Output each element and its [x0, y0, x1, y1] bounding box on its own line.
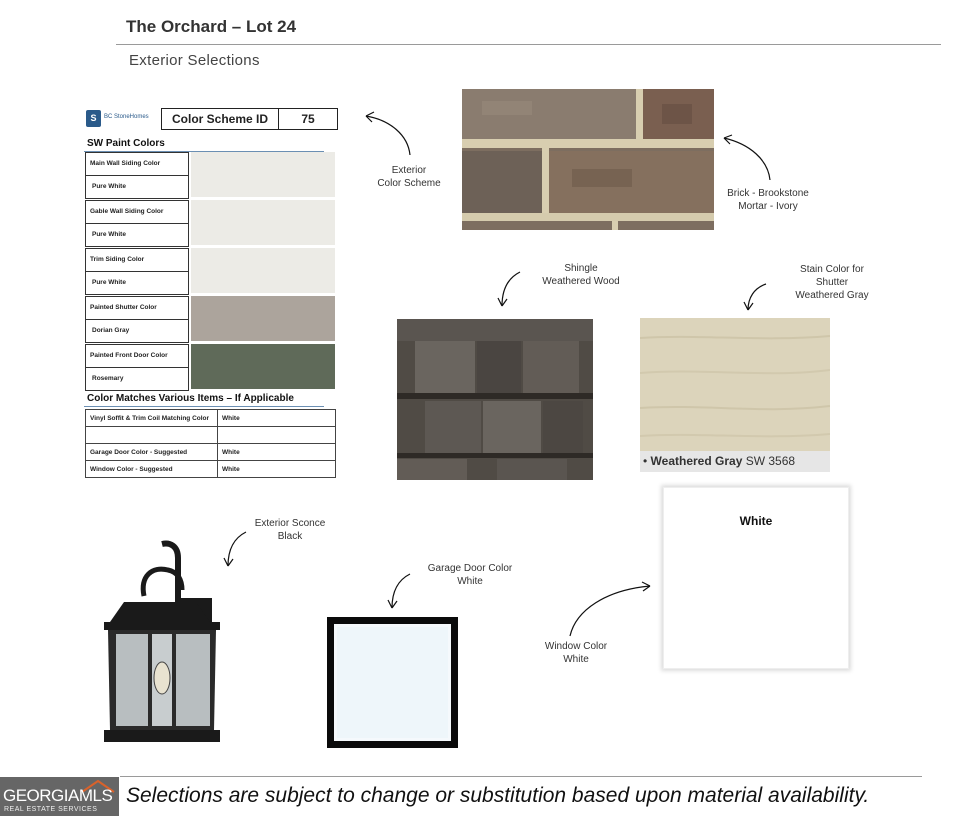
stain-swatch-image: [640, 318, 830, 472]
shingle-texture: [397, 319, 593, 480]
table-cell: White: [218, 461, 336, 478]
paint-row-front-door: [85, 344, 335, 390]
page-subtitle: Exterior Selections: [129, 52, 260, 69]
color-scheme-id-box: [161, 108, 338, 130]
georgia-mls-logo: [0, 777, 119, 816]
window-color-swatch: [663, 487, 849, 669]
table-row: [86, 410, 336, 427]
paint-swatch: [191, 248, 335, 293]
color-match-table: [85, 409, 336, 478]
paint-row-trim: [85, 248, 335, 294]
table-row: [86, 444, 336, 461]
note-line: White: [457, 576, 483, 587]
shingle-note: [528, 262, 634, 288]
note-line: Stain Color for: [800, 264, 864, 275]
stain-note: [782, 263, 882, 302]
bullet-icon: •: [643, 454, 648, 468]
paint-row-value: Pure White: [92, 231, 126, 238]
logo-sub-text: REAL ESTATE SERVICES: [4, 806, 98, 813]
note-line: Weathered Gray: [795, 290, 869, 301]
note-line: Exterior: [391, 165, 427, 176]
table-row: [86, 461, 336, 478]
table-cell: [218, 427, 336, 444]
note-line: Shingle: [564, 263, 598, 274]
paint-swatch: [191, 296, 335, 341]
window-note: [530, 640, 622, 666]
page-title: The Orchard – Lot 24: [126, 17, 297, 36]
stain-swatch-caption: [640, 451, 830, 472]
scheme-header: [84, 106, 338, 130]
brick-image: [462, 89, 714, 230]
garage-arrow-icon: [386, 572, 416, 612]
paint-row-shutter: [85, 296, 335, 342]
table-cell: Garage Door Color - Suggested: [86, 444, 218, 461]
bc-stonehomes-logo-icon: S: [86, 110, 101, 127]
wood-grain-texture: [640, 318, 830, 451]
paint-row-value: Rosemary: [92, 375, 124, 382]
brand-logo: [84, 110, 156, 128]
stain-arrow-icon: [742, 280, 772, 314]
shingle-image: [397, 319, 593, 480]
paint-row-label: Main Wall Siding Color: [86, 153, 188, 176]
note-line: Shutter: [815, 277, 849, 288]
color-scheme-card: [84, 106, 338, 484]
window-swatch-label: White: [739, 514, 773, 528]
paint-row-label: Painted Shutter Color: [86, 297, 188, 320]
paint-swatch: [191, 152, 335, 197]
garage-door-note: [416, 562, 524, 588]
exterior-scheme-arrow-icon: [360, 110, 420, 160]
logo-main-text: GEORGIAMLS: [3, 786, 113, 805]
note-line: Window Color: [544, 641, 608, 652]
note-line: Weathered Wood: [542, 276, 620, 287]
note-line: Brick - Brookstone: [727, 188, 809, 199]
paint-section-title: SW Paint Colors: [87, 138, 165, 149]
paint-row-main-wall: [85, 152, 335, 198]
match-section-title: Color Matches Various Items – If Applicable: [87, 393, 294, 404]
note-line: Exterior Sconce: [254, 518, 326, 529]
match-section-rule: [84, 406, 324, 407]
footer-divider: [120, 776, 922, 777]
brand-logo-text: BC StoneHomes: [104, 114, 149, 120]
note-line: Black: [277, 531, 303, 542]
shingle-arrow-icon: [496, 270, 526, 310]
table-cell: White: [218, 444, 336, 461]
color-scheme-id-value: 75: [301, 112, 315, 126]
disclaimer-text: Selections are subject to change or substitution based upon material availability.: [126, 784, 870, 807]
paint-row-gable-wall: [85, 200, 335, 246]
table-row: [86, 427, 336, 444]
brick-arrow-icon: [718, 134, 778, 184]
paint-row-value: Dorian Gray: [92, 327, 130, 334]
note-line: White: [563, 654, 589, 665]
note-line: Mortar - Ivory: [738, 201, 798, 212]
paint-row-value: Pure White: [92, 279, 126, 286]
window-arrow-icon: [566, 580, 656, 640]
paint-swatch: [191, 200, 335, 245]
paint-row-label: Gable Wall Siding Color: [86, 201, 188, 224]
paint-row-label: Trim Siding Color: [86, 249, 188, 272]
header-divider: [116, 44, 941, 45]
table-cell: White: [218, 410, 336, 427]
exterior-sconce-image: [96, 540, 228, 745]
paint-swatch: [191, 344, 335, 389]
garage-door-swatch: [327, 617, 458, 748]
stain-swatch-name: Weathered Gray: [650, 454, 743, 468]
table-cell: [86, 427, 218, 444]
exterior-scheme-note: [370, 164, 448, 190]
note-line: Color Scheme: [377, 178, 441, 189]
brick-texture: [462, 89, 714, 230]
table-cell: Window Color - Suggested: [86, 461, 218, 478]
sconce-note: [240, 517, 340, 543]
paint-row-value: Pure White: [92, 183, 126, 190]
note-line: Garage Door Color: [427, 563, 513, 574]
stain-swatch-code: SW 3568: [745, 454, 796, 468]
table-cell: Vinyl Soffit & Trim Coil Matching Color: [86, 410, 218, 427]
paint-row-label: Painted Front Door Color: [86, 345, 188, 368]
color-scheme-id-label: Color Scheme ID: [162, 109, 279, 129]
garage-door-swatch-fill: [337, 627, 448, 738]
brick-note: [712, 187, 824, 213]
